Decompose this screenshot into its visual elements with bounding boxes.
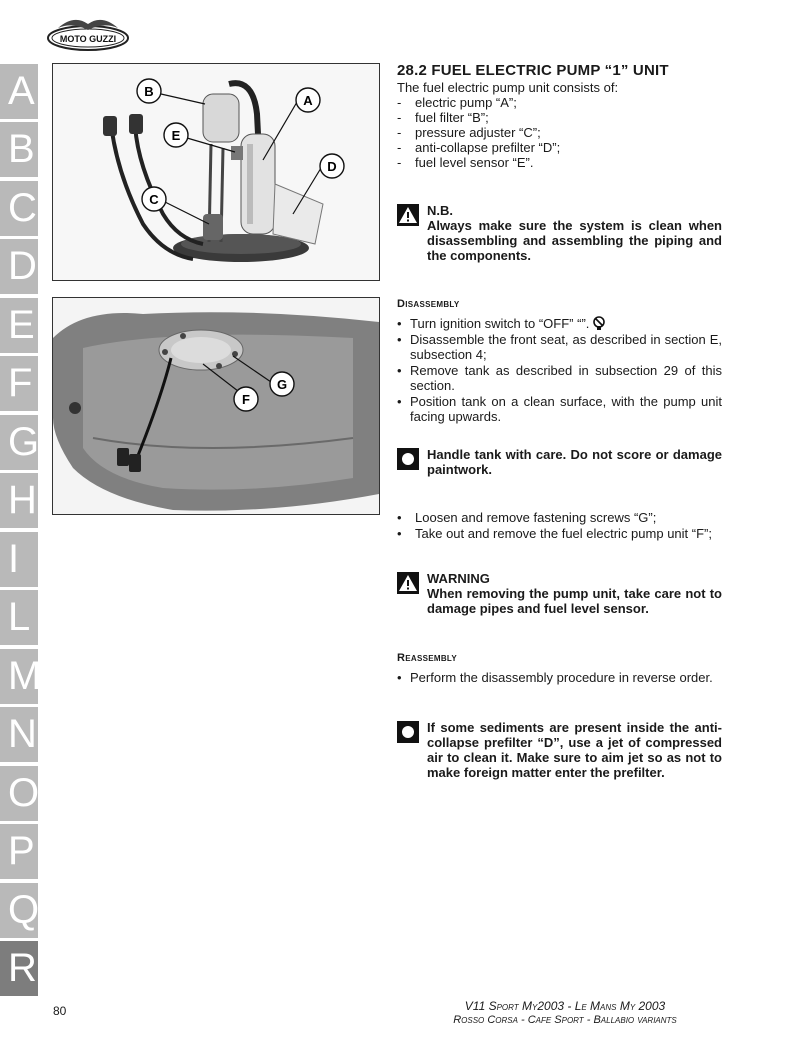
section-intro: The fuel electric pump unit consists of: bbox=[397, 80, 619, 95]
moto-guzzi-logo bbox=[44, 8, 132, 52]
list-item: • Remove tank as described in subsection 29 of this section. bbox=[397, 363, 722, 393]
tab-i[interactable]: I bbox=[0, 532, 38, 587]
list-item: • Perform the disassembly procedure in reverse order. bbox=[397, 670, 722, 685]
list-item: • Loosen and remove fastening screws “G”; bbox=[397, 510, 722, 525]
list-item: - electric pump “A”; bbox=[397, 95, 722, 110]
callout-g bbox=[270, 372, 294, 396]
page-number: 80 bbox=[53, 1004, 67, 1018]
caution-note-1 bbox=[397, 447, 722, 477]
tab-c[interactable]: C bbox=[0, 181, 38, 236]
list-item: - fuel level sensor “E”. bbox=[397, 155, 722, 170]
tab-h[interactable]: H bbox=[0, 473, 38, 528]
reassembly-section bbox=[397, 651, 722, 686]
figure-fuel-tank bbox=[52, 297, 380, 515]
section-header bbox=[397, 62, 722, 170]
step-text: Turn ignition switch to “OFF” “”. bbox=[410, 316, 590, 331]
callout-b bbox=[137, 79, 161, 103]
callout-e bbox=[164, 123, 188, 147]
ignition-key-icon bbox=[591, 316, 607, 330]
tab-b[interactable]: B bbox=[0, 122, 38, 177]
caution-dot-icon bbox=[397, 721, 419, 743]
list-item: • Position tank on a clean surface, with the pump unit facing upwards. bbox=[397, 394, 722, 424]
disassembly-section bbox=[397, 297, 722, 425]
tab-e[interactable]: E bbox=[0, 298, 38, 353]
tab-p[interactable]: P bbox=[0, 824, 38, 879]
list-item: - anti-collapse prefilter “D”; bbox=[397, 140, 722, 155]
callout-f bbox=[234, 387, 258, 411]
warning-triangle-icon bbox=[397, 204, 419, 226]
tab-f[interactable]: F bbox=[0, 356, 38, 411]
svg-text:C: C bbox=[149, 192, 159, 207]
tab-m[interactable]: M bbox=[0, 649, 38, 704]
list-item: • Take out and remove the fuel electric pump unit “F”; bbox=[397, 526, 722, 541]
caution-text: If some sediments are present inside the anti-collapse prefilter “D”, use a jet of compressed air to clean it. Make sure to aim jet so as not to make foreign matter enter the prefilter. bbox=[427, 720, 722, 780]
nb-heading: N.B. bbox=[427, 203, 453, 218]
list-item: - fuel filter “B”; bbox=[397, 110, 722, 125]
tab-d[interactable]: D bbox=[0, 239, 38, 294]
disassembly-continued bbox=[397, 510, 722, 542]
tab-r[interactable]: R bbox=[0, 941, 38, 996]
nb-note bbox=[397, 203, 722, 263]
caution-dot-icon bbox=[397, 448, 419, 470]
caution-text: Handle tank with care. Do not score or damage paintwork. bbox=[427, 447, 722, 477]
tab-l[interactable]: L bbox=[0, 590, 38, 645]
section-title: 28.2 FUEL ELECTRIC PUMP “1” UNIT bbox=[397, 62, 669, 79]
disassembly-heading: Disassembly bbox=[397, 298, 460, 310]
tab-g[interactable]: G bbox=[0, 415, 38, 470]
footer-line-1: V11 Sport My2003 - Le Mans My 2003 bbox=[464, 999, 666, 1013]
nb-text: Always make sure the system is clean when disassembling and assembling the piping and the components. bbox=[427, 218, 722, 263]
warning-text: When removing the pump unit, take care not to damage pipes and fuel level sensor. bbox=[427, 586, 722, 616]
removal-steps bbox=[397, 510, 722, 541]
list-item: • Disassemble the front seat, as described in section E, subsection 4; bbox=[397, 332, 722, 362]
warning-heading: WARNING bbox=[427, 571, 490, 586]
component-list bbox=[397, 95, 722, 170]
footer-model-info bbox=[380, 999, 750, 1027]
footer-line-2: Rosso Corsa - Cafe Sport - Ballabio variants bbox=[453, 1014, 677, 1026]
list-item: - pressure adjuster “C”; bbox=[397, 125, 722, 140]
callout-c bbox=[142, 187, 166, 211]
svg-text:F: F bbox=[242, 392, 250, 407]
callout-a bbox=[296, 88, 320, 112]
tab-o[interactable]: O bbox=[0, 766, 38, 821]
tab-n[interactable]: N bbox=[0, 707, 38, 762]
svg-text:D: D bbox=[327, 159, 337, 174]
tab-q[interactable]: Q bbox=[0, 883, 38, 938]
svg-text:E: E bbox=[171, 128, 181, 143]
figure-pump-unit bbox=[52, 63, 380, 281]
tab-a[interactable]: A bbox=[0, 64, 38, 119]
caution-note-2 bbox=[397, 720, 722, 780]
warning-note bbox=[397, 571, 722, 616]
svg-text:MOTO GUZZI: MOTO GUZZI bbox=[59, 34, 117, 44]
svg-text:G: G bbox=[276, 377, 288, 392]
list-item bbox=[397, 316, 722, 331]
warning-triangle-icon bbox=[397, 572, 419, 594]
callout-d bbox=[320, 154, 344, 178]
svg-text:B: B bbox=[144, 84, 154, 99]
reassembly-steps bbox=[397, 670, 722, 685]
reassembly-heading: Reassembly bbox=[397, 652, 457, 664]
svg-text:A: A bbox=[303, 93, 313, 108]
disassembly-steps bbox=[397, 316, 722, 424]
